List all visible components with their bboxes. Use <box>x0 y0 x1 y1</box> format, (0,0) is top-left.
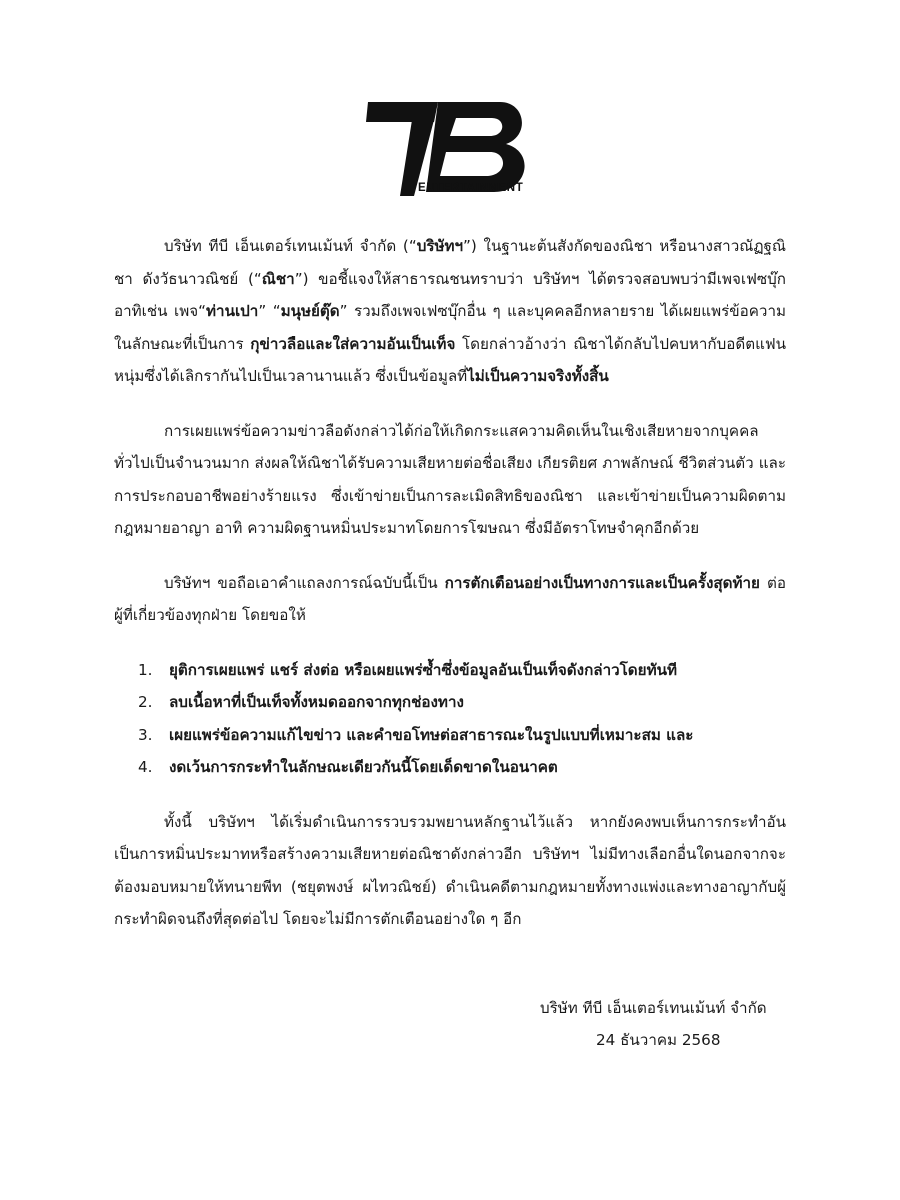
text-run: โดยกล่าวอ้างว่า ณิชาได้กลับไปคบหากับอดีตแฟนหนุ่มซึ่งได้เลิกรากันไปเป็นเวลานานแล้ว ซึ่งเป็นข้อมูลที่ <box>114 334 786 385</box>
paragraph-3 <box>114 567 786 632</box>
logo-subtitle: ENTERTAINMENT <box>418 182 524 194</box>
text-run: ”) ในฐานะต้นสังกัดของณิชา หรือนางสาวณัฏฐณิชา ดังวัธนาวณิชย์ (“ <box>114 237 786 288</box>
text-run: ” รวมถึงเพจเฟซบุ๊กอื่น ๆ และบุคคลอีกหลายราย ได้เผยแพร่ข้อความในลักษณะที่เป็นการ <box>114 302 786 353</box>
signature-company: บริษัท ทีบี เอ็นเตอร์เทนเม้นท์ จำกัด <box>540 999 767 1017</box>
bold-run: บริษัทฯ <box>416 237 464 255</box>
bold-run: ไม่เป็นความจริงทั้งสิ้น <box>467 367 609 385</box>
bold-run: ณิชา <box>261 269 295 288</box>
bold-run: มนุษย์ตุ๊ด <box>280 302 340 320</box>
demand-number: 4. <box>138 758 153 776</box>
paragraph-2: การเผยแพร่ข้อความข่าวลือดังกล่าวได้ก่อให้เกิดกระแสความคิดเห็นในเชิงเสียหายจากบุคคลทั่วไปเป็นจำนวนมาก ส่งผลให้ณิชาได้รับความเสียหายต่อชื่อเสียง เกียรติยศ ภาพลักษณ์ ชีวิตส่วนตัว และการประกอบอาชีพอย่างร้ายแรง ซึ่งเข้าข่ายเป็นการละเมิดสิทธิของณิชา และเข้าข่ายเป็นความผิดตามกฎหมายอาญา อาทิ ความผิดฐานหมิ่นประมาทโดยการโฆษณา ซึ่งมีอัตราโทษจำคุกอีกด้วย <box>114 421 786 537</box>
demand-item <box>114 719 786 752</box>
demand-number: 3. <box>138 725 153 744</box>
demand-item <box>114 654 786 687</box>
demand-text: ลบเนื้อหาที่เป็นเท็จทั้งหมดออกจากทุกช่องทาง <box>169 693 464 711</box>
signature-date: 24 ธันวาคม 2568 <box>596 1031 721 1049</box>
demand-text: ยุติการเผยแพร่ แชร์ ส่งต่อ หรือเผยแพร่ซ้ำซึ่งข้อมูลอันเป็นเท็จดังกล่าวโดยทันที <box>169 660 677 679</box>
demand-list <box>114 654 786 784</box>
bold-run: การตักเตือนอย่างเป็นทางการและเป็นครั้งสุดท้าย <box>444 573 760 592</box>
paragraph-1 <box>114 230 786 393</box>
text-run: ”) ขอชี้แจงให้สาธารณชนทราบว่า บริษัทฯ ได้ตรวจสอบพบว่ามีเพจเฟซบุ๊ก อาทิเช่น เพจ“ <box>114 269 786 320</box>
paragraph-4: ทั้งนี้ บริษัทฯ ได้เริ่มดำเนินการรวบรวมพยานหลักฐานไว้แล้ว หากยังคงพบเห็นการกระทำอันเป็นการหมิ่นประมาทหรือสร้างความเสียหายต่อณิชาดังกล่าวอีก บริษัทฯ ไม่มีทางเลือกอื่นใดนอกจากจะต้องมอบหมายให้ทนายพีท (ชยุตพงษ์ ผไทวณิชย์) ดำเนินคดีตามกฎหมายทั้งทางแพ่งและทางอาญากับผู้กระทำผิดจนถึงที่สุดต่อไป โดยจะไม่มีการตักเตือนอย่างใด ๆ อีก <box>114 812 786 928</box>
demand-number: 2. <box>138 693 153 711</box>
statement-body <box>114 230 786 958</box>
demand-item <box>114 751 786 784</box>
text-run: บริษัทฯ ขอถือเอาคำแถลงการณ์ฉบับนี้เป็น <box>164 573 445 592</box>
bold-run: ท่านเปา <box>206 302 259 320</box>
signature-block <box>540 992 767 1056</box>
demand-text: งดเว้นการกระทำในลักษณะเดียวกันนี้โดยเด็ดขาดในอนาคต <box>169 758 558 776</box>
bold-run: กุข่าวลือและใส่ความอันเป็นเท็จ <box>250 334 456 353</box>
text-run: ” “ <box>258 302 281 320</box>
demand-text: เผยแพร่ข้อความแก้ไขข่าว และคำขอโทษต่อสาธารณะในรูปแบบที่เหมาะสม และ <box>169 725 694 744</box>
text-run: บริษัท ทีบี เอ็นเตอร์เทนเม้นท์ จำกัด (“ <box>164 237 417 255</box>
text-run: ต่อผู้ที่เกี่ยวข้องทุกฝ่าย โดยขอให้ <box>114 573 786 624</box>
demand-number: 1. <box>138 660 153 679</box>
demand-item <box>114 686 786 719</box>
